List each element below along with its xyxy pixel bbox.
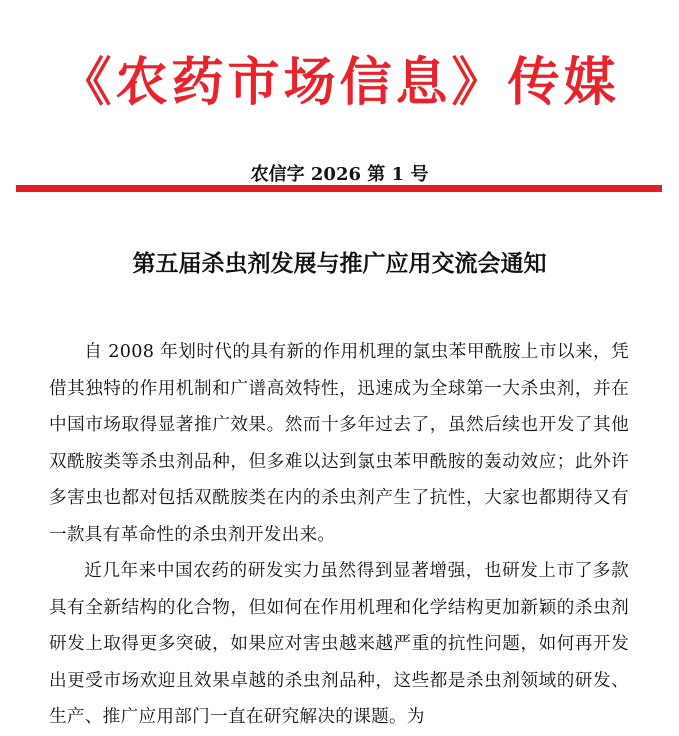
body-paragraph: 自 2008 年划时代的具有新的作用机理的氯虫苯甲酰胺上市以来，凭借其独特的作用机制和广谱高效特性，迅速成为全球第一大杀虫剂，并在中国市场取得显著推广效果。然而十多年过去了，虽然后续也开发了其他双酰胺类等杀虫剂品种，但多难以达到氯虫苯甲酰胺的轰动效应；此外许多害虫也都对包括双酰胺类在内的杀虫剂产生了抗性，大家也都期待又有一款具有革命性的杀虫剂开发出来。 [49,342,629,545]
document-number: 农信字 2026 第 1 号 [250,164,429,185]
red-divider-rule [16,185,662,192]
notice-body [49,334,629,736]
notice-title: 第五届杀虫剂发展与推广应用交流会通知 [132,250,547,277]
body-paragraph: 近几年来中国农药的研发实力虽然得到显著增强，也研发上市了多款具有全新结构的化合物，但如何在作用机理和化学结构更加新颖的杀虫剂研发上取得更多突破，如果应对害虫越来越严重的抗性问题，如何再开发出更受市场欢迎且效果卓越的杀虫剂品种，这些都是杀虫剂领域的研发、生产、推广应用部门一直在研究解决的课题。为 [49,561,629,727]
masthead-title: 《农药市场信息》传媒 [59,53,620,113]
